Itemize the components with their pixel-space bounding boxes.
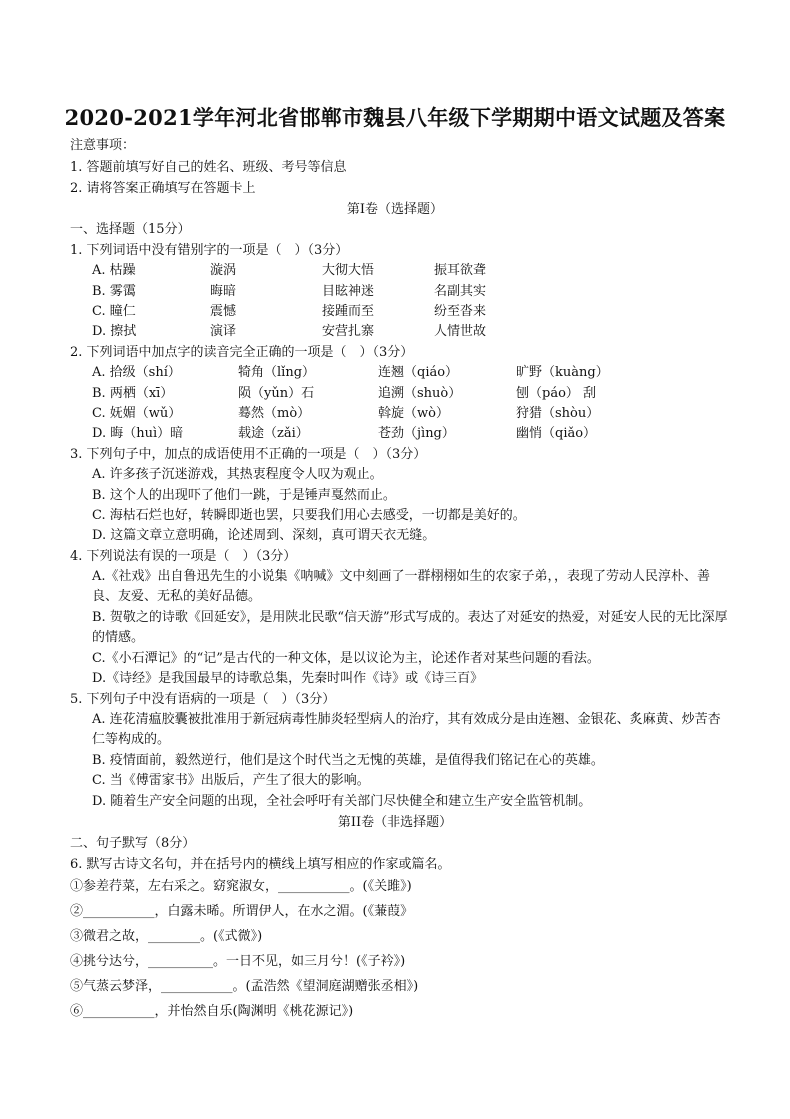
- option-word: 目眩神迷: [322, 284, 375, 299]
- option-row: [92, 363, 712, 383]
- option-word: 纷至沓来: [434, 304, 487, 319]
- question-stem: 2. 下列词语中加点字的读音完全正确的一项是（ ）（3分）: [70, 345, 414, 360]
- section-heading: 一、选择题（15分）: [70, 222, 191, 237]
- notice-heading: 注意事项：: [70, 138, 136, 153]
- option-line: A. 许多孩子沉迷游戏，其热衷程度令人叹为观止。: [92, 467, 383, 482]
- option-word: 安营扎寨: [322, 324, 375, 339]
- fill-in-item: ③微君之故，________。(《式微》): [70, 929, 263, 944]
- notice-item: 1. 答题前填写好自己的姓名、班级、考号等信息: [70, 160, 347, 175]
- option-word: D. 晦（huì）暗: [92, 426, 184, 441]
- option-line: A. 连花清瘟胶囊被批准用于新冠病毒性肺炎轻型病人的治疗，其有效成分是由连翘、金银花、炙麻黄、炒苦杏仁等构成的。: [92, 712, 721, 747]
- question-stem: 6. 默写古诗文名句，并在括号内的横线上填写相应的作家或篇名。: [70, 857, 451, 872]
- option-word: 陨（yǔn）石: [238, 386, 315, 401]
- option-line: B. 贺敬之的诗歌《回延安》，是用陕北民歌“信天游”形式写成的。表达了对延安的热爱，对延安人民的无比深厚的情感。: [92, 610, 728, 645]
- option-word: 幽悄（qiǎo）: [516, 426, 597, 441]
- option-word: 大彻大悟: [322, 263, 375, 278]
- question-stem: 1. 下列词语中没有错别字的一项是（ ）（3分）: [70, 243, 349, 258]
- fill-in-item: ⑤气蒸云梦泽，___________。(孟浩然《望洞庭湖赠张丞相》): [70, 979, 419, 994]
- option-row: [92, 261, 692, 281]
- option-word: 晦暗: [210, 284, 237, 299]
- option-line: D. 这篇文章立意明确，论述周到、深刻，真可谓天衣无缝。: [92, 528, 436, 543]
- fill-in-item: ④挑兮达兮，__________。一日不见，如三月兮！(《子衿》): [70, 954, 406, 969]
- option-line: D. 随着生产安全问题的出现，全社会呼吁有关部门尽快健全和建立生产安全监管机制。: [92, 794, 592, 809]
- option-word: 震憾: [210, 304, 237, 319]
- option-line: C.《小石潭记》的“记”是古代的一种文体，是以议论为主，论述作者对某些问题的看法。: [92, 651, 600, 666]
- page-title: 2020-2021学年河北省邯郸市魏县八年级下学期期中语文试题及答案: [64, 105, 726, 130]
- option-word: 人情世故: [434, 324, 487, 339]
- question-stem: 4. 下列说法有误的一项是（ ）（3分）: [70, 549, 297, 564]
- fill-in-item: ⑥___________，并怡然自乐(陶渊明《桃花源记》): [70, 1004, 354, 1019]
- part2-label: 第II卷（非选择题）: [337, 815, 453, 830]
- option-word: B. 两栖（xī）: [92, 386, 174, 401]
- notice-item: 2. 请将答案正确填写在答题卡上: [70, 181, 256, 196]
- option-row: [92, 302, 692, 322]
- option-word: 蓦然（mò）: [238, 406, 311, 421]
- part1-label: 第Ⅰ卷（选择题）: [346, 202, 444, 217]
- option-line: B. 这个人的出现吓了他们一跳，于是锤声戛然而止。: [92, 488, 396, 503]
- option-word: 名副其实: [434, 284, 487, 299]
- option-word: 苍劲（jìng）: [378, 426, 455, 441]
- fill-in-item: ①参差荇菜，左右采之。窈窕淑女，___________。(《关雎》): [70, 879, 412, 894]
- section-heading: 二、句子默写（8分）: [70, 836, 196, 851]
- option-word: C. 妩媚（wǔ）: [92, 406, 182, 421]
- option-word: 追溯（shuò）: [378, 386, 462, 401]
- option-line: C. 海枯石烂也好，转瞬即逝也罢，只要我们用心去感受，一切都是美好的。: [92, 508, 526, 523]
- option-word: 旷野（kuàng）: [516, 365, 609, 380]
- option-word: 演译: [210, 324, 237, 339]
- option-line: D.《诗经》是我国最早的诗歌总集，先秦时叫作《诗》或《诗三百》: [92, 671, 484, 686]
- fill-in-item: ②___________，白露未晞。所谓伊人，在水之湄。(《蒹葭》: [70, 904, 414, 919]
- option-word: 刨（páo） 刮: [516, 386, 597, 401]
- option-word: 漩涡: [210, 263, 237, 278]
- option-word: C. 瞳仁: [92, 304, 136, 319]
- option-row: [92, 322, 692, 342]
- option-row: [92, 404, 712, 424]
- option-word: 振耳欲聋: [434, 263, 487, 278]
- option-word: 犄角（lǐng）: [238, 365, 316, 380]
- option-row: [92, 282, 692, 302]
- option-word: 斡旋（wò）: [378, 406, 449, 421]
- option-word: 接踵而至: [322, 304, 375, 319]
- option-line: A.《社戏》出自鲁迅先生的小说集《呐喊》文中刻画了一群栩栩如生的农家子弟，，表现了劳动人民淳朴、善良、友爱、无私的美好品德。: [92, 569, 711, 604]
- option-word: 载途（zǎi）: [238, 426, 309, 441]
- option-word: 连翘（qiáo）: [378, 365, 459, 380]
- option-line: C. 当《傅雷家书》出版后，产生了很大的影响。: [92, 773, 370, 788]
- option-line: B. 疫情面前，毅然逆行，他们是这个时代当之无愧的英雄，是值得我们铭记在心的英雄。: [92, 753, 604, 768]
- option-word: A. 拾级（shí）: [92, 365, 181, 380]
- option-word: D. 擦拭: [92, 324, 137, 339]
- option-word: B. 雾霭: [92, 284, 136, 299]
- option-word: A. 枯躁: [92, 263, 136, 278]
- option-row: [92, 424, 712, 444]
- option-row: [92, 384, 712, 404]
- option-word: 狩猎（shòu）: [516, 406, 600, 421]
- question-stem: 5. 下列句子中没有语病的一项是（ ）（3分）: [70, 692, 336, 707]
- question-stem: 3. 下列句子中，加点的成语使用不正确的一项是（ ）（3分）: [70, 447, 427, 462]
